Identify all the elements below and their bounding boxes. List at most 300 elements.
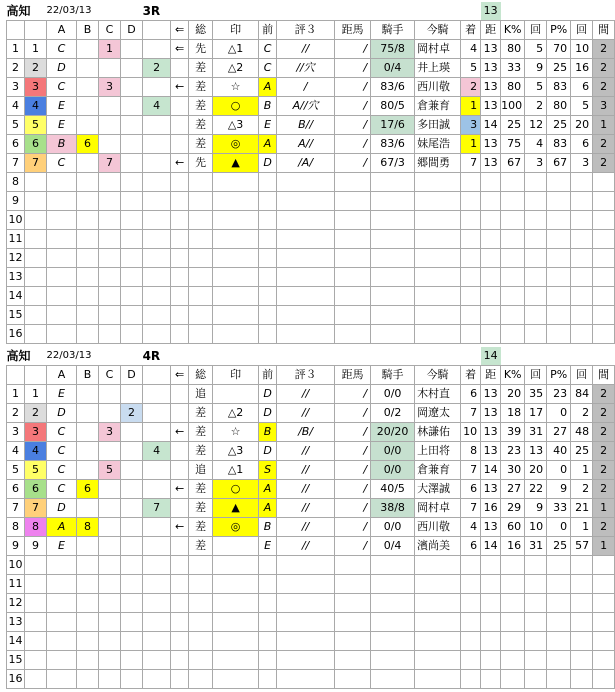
column-header: 騎手 [371,366,415,385]
column-header [7,21,25,40]
arrow-cell [171,135,189,154]
column-header [25,366,47,385]
rating-cell: // [277,537,335,556]
empty-cell [461,632,481,651]
table-row[interactable] [7,461,615,480]
p-percent-cell: 80 [547,97,571,116]
jockey-name-cell: 大澤誠 [415,480,461,499]
empty-cell [525,651,547,670]
empty-cell [593,670,615,689]
grade-e-cell [143,518,171,537]
p-percent-cell: 0 [547,404,571,423]
finish-cell: 6 [461,537,481,556]
empty-cell [547,575,571,594]
empty-cell [47,325,77,344]
grade-d-cell [121,423,143,442]
grade-d-cell [121,116,143,135]
column-header: 回 [525,366,547,385]
k-percent-cell: 67 [501,154,525,173]
count-cell: 5 [571,97,593,116]
count-cell: 57 [571,537,593,556]
empty-cell [481,249,501,268]
empty-cell [47,632,77,651]
k-percent-cell: 60 [501,518,525,537]
empty-cell [99,192,121,211]
finish-cell: 8 [461,442,481,461]
jockey-stat-cell: 38/8 [371,499,415,518]
empty-cell [501,230,525,249]
count-cell: 3 [571,154,593,173]
empty-row[interactable] [7,306,615,325]
empty-cell [25,575,47,594]
rating-cell: // [277,499,335,518]
column-header: 総 [189,21,213,40]
distance-horse-cell: / [335,154,371,173]
empty-cell [121,249,143,268]
empty-cell [25,268,47,287]
empty-cell [277,594,335,613]
empty-cell [335,211,371,230]
empty-cell [277,575,335,594]
table-row[interactable] [7,404,615,423]
k-percent-cell: 80 [501,78,525,97]
k-percent-cell: 18 [501,404,525,423]
count-cell: 9 [525,499,547,518]
style-cell: 差 [189,423,213,442]
empty-cell [189,230,213,249]
empty-cell [593,575,615,594]
empty-cell [25,594,47,613]
empty-cell [335,287,371,306]
empty-row[interactable] [7,268,615,287]
grade-c-cell: 5 [99,461,121,480]
empty-cell [481,211,501,230]
empty-cell [259,670,277,689]
table-row[interactable] [7,116,615,135]
style-cell: 追 [189,461,213,480]
distance-horse-cell: / [335,442,371,461]
empty-cell [525,670,547,689]
count-cell: 16 [571,59,593,78]
waku-cell: 6 [25,480,47,499]
mark-cell: ☆ [213,78,259,97]
empty-cell [371,249,415,268]
empty-row[interactable] [7,556,615,575]
grade-e-cell: 4 [143,442,171,461]
empty-cell [213,192,259,211]
empty-cell [481,268,501,287]
empty-cell [99,268,121,287]
empty-cell [571,173,593,192]
empty-cell [171,670,189,689]
grade-e-cell: 2 [143,59,171,78]
empty-row[interactable] [7,575,615,594]
venue-label: 高知 [7,347,47,366]
row-number: 16 [7,325,25,344]
table-row[interactable] [7,59,615,78]
empty-cell [259,249,277,268]
k-percent-cell: 27 [501,480,525,499]
empty-cell [525,632,547,651]
empty-cell [143,287,171,306]
row-number: 3 [7,78,25,97]
empty-cell [259,192,277,211]
empty-cell [371,575,415,594]
column-header [143,21,171,40]
empty-cell [213,306,259,325]
row-number: 4 [7,442,25,461]
rating-cell: /A/ [277,154,335,173]
empty-cell [25,211,47,230]
empty-cell [99,173,121,192]
k-percent-cell: 80 [501,40,525,59]
distance-cell: 14 [481,116,501,135]
table-row[interactable] [7,499,615,518]
empty-cell [277,173,335,192]
grade-a-cell: E [47,97,77,116]
count-cell: 2 [571,404,593,423]
column-header: P% [547,366,571,385]
empty-cell [143,192,171,211]
column-header: 前 [259,366,277,385]
count-cell: 9 [525,59,547,78]
count-cell: 6 [571,78,593,97]
grade-b-cell: 6 [77,480,99,499]
grade-b-cell [77,116,99,135]
empty-cell [335,556,371,575]
empty-cell [77,556,99,575]
row-number: 13 [7,268,25,287]
empty-cell [259,594,277,613]
empty-cell [277,249,335,268]
empty-cell [77,651,99,670]
table-row[interactable] [7,423,615,442]
grade-c-cell [99,442,121,461]
empty-cell [481,173,501,192]
empty-cell [171,594,189,613]
waku-cell: 1 [25,385,47,404]
k-percent-cell: 39 [501,423,525,442]
empty-cell [259,325,277,344]
empty-row[interactable] [7,192,615,211]
empty-cell [277,613,335,632]
empty-cell [47,287,77,306]
jockey-stat-cell: 20/20 [371,423,415,442]
empty-cell [525,325,547,344]
empty-cell [259,613,277,632]
table-row[interactable] [7,135,615,154]
empty-cell [25,325,47,344]
empty-cell [213,594,259,613]
empty-cell [277,192,335,211]
table-row[interactable] [7,537,615,556]
empty-cell [189,325,213,344]
waku-cell: 3 [25,78,47,97]
jockey-name-cell: 倉兼育 [415,461,461,480]
empty-cell [501,287,525,306]
empty-cell [99,651,121,670]
empty-cell [121,594,143,613]
count-cell: 31 [525,423,547,442]
empty-row[interactable] [7,651,615,670]
row-number: 11 [7,230,25,249]
waku-cell: 7 [25,499,47,518]
arrow-cell [171,385,189,404]
style-cell: 差 [189,480,213,499]
distance-horse-cell: / [335,480,371,499]
empty-row[interactable] [7,613,615,632]
grade-e-cell [143,116,171,135]
empty-cell [213,632,259,651]
style-cell: 先 [189,40,213,59]
empty-cell [213,575,259,594]
k-percent-cell: 25 [501,116,525,135]
grade-e-cell [143,135,171,154]
grade-a-cell: C [47,154,77,173]
empty-cell [99,556,121,575]
empty-cell [593,306,615,325]
style-cell: 差 [189,537,213,556]
waku-cell: 6 [25,135,47,154]
empty-cell [571,287,593,306]
interval-cell: 2 [593,461,615,480]
empty-cell [99,632,121,651]
empty-cell [335,651,371,670]
rating-cell: // [277,442,335,461]
empty-cell [277,268,335,287]
finish-cell: 3 [461,116,481,135]
empty-cell [371,211,415,230]
column-header: 回 [525,21,547,40]
empty-cell [277,651,335,670]
empty-cell [189,556,213,575]
p-percent-cell: 33 [547,499,571,518]
empty-cell [259,651,277,670]
empty-row[interactable] [7,249,615,268]
empty-cell [461,249,481,268]
empty-cell [371,230,415,249]
empty-cell [259,230,277,249]
count-cell: 13 [525,442,547,461]
empty-cell [335,173,371,192]
row-number: 14 [7,632,25,651]
column-header: 着 [461,21,481,40]
empty-cell [525,268,547,287]
column-header: K% [501,21,525,40]
grade-c-cell [99,97,121,116]
rating-cell: B// [277,116,335,135]
interval-cell: 1 [593,116,615,135]
empty-cell [121,575,143,594]
distance-cell: 13 [481,442,501,461]
rating-cell: //穴 [277,59,335,78]
prev-grade-cell: D [259,385,277,404]
empty-row[interactable] [7,211,615,230]
grade-d-cell [121,461,143,480]
grade-c-cell: 3 [99,78,121,97]
table-row[interactable] [7,78,615,97]
p-percent-cell: 27 [547,423,571,442]
grade-d-cell [121,59,143,78]
empty-cell [335,325,371,344]
count-cell: 10 [571,40,593,59]
table-row[interactable] [7,97,615,116]
empty-cell [77,670,99,689]
column-header: K% [501,366,525,385]
empty-cell [415,306,461,325]
empty-cell [171,325,189,344]
mark-cell: ◎ [213,518,259,537]
arrow-cell [171,116,189,135]
rating-cell: / [277,78,335,97]
grade-c-cell [99,59,121,78]
empty-cell [481,287,501,306]
jockey-name-cell: 岡遼太 [415,404,461,423]
jockey-stat-cell: 75/8 [371,40,415,59]
column-header: 前 [259,21,277,40]
jockey-name-cell: 濱尚美 [415,537,461,556]
k-percent-cell: 29 [501,499,525,518]
column-header: 印 [213,366,259,385]
empty-cell [189,192,213,211]
empty-cell [461,325,481,344]
mark-cell: △2 [213,59,259,78]
empty-cell [171,575,189,594]
header-spacer [501,347,615,366]
count-cell: 5 [525,78,547,97]
grade-b-cell [77,40,99,59]
grade-b-cell [77,59,99,78]
row-number: 10 [7,211,25,230]
column-header: 回 [571,21,593,40]
empty-cell [415,249,461,268]
row-number: 9 [7,537,25,556]
grade-d-cell [121,40,143,59]
empty-cell [501,306,525,325]
empty-row[interactable] [7,325,615,344]
empty-cell [25,230,47,249]
count-cell: 21 [571,499,593,518]
empty-cell [501,268,525,287]
empty-cell [481,306,501,325]
empty-cell [121,211,143,230]
distance-cell: 13 [481,518,501,537]
grade-b-cell: 8 [77,518,99,537]
empty-row[interactable] [7,230,615,249]
empty-cell [121,268,143,287]
table-row[interactable] [7,40,615,59]
grade-c-cell [99,480,121,499]
grade-a-cell: A [47,518,77,537]
count-cell: 20 [525,461,547,480]
jockey-name-cell: 妹尾浩 [415,135,461,154]
style-cell: 差 [189,116,213,135]
interval-cell: 2 [593,40,615,59]
table-row[interactable] [7,442,615,461]
rating-cell: // [277,40,335,59]
column-header: 騎手 [371,21,415,40]
count-cell: 1 [571,461,593,480]
empty-cell [501,575,525,594]
table-row[interactable] [7,480,615,499]
grade-d-cell [121,385,143,404]
column-header: 距馬 [335,366,371,385]
empty-cell [593,249,615,268]
empty-cell [77,594,99,613]
table-row[interactable] [7,154,615,173]
empty-cell [371,287,415,306]
distance-cell: 14 [481,537,501,556]
empty-cell [143,632,171,651]
mark-cell: △1 [213,461,259,480]
empty-cell [47,613,77,632]
waku-cell: 5 [25,116,47,135]
empty-cell [99,287,121,306]
arrow-cell [171,499,189,518]
empty-cell [189,632,213,651]
waku-cell: 2 [25,59,47,78]
mark-cell: ◎ [213,135,259,154]
empty-cell [501,556,525,575]
distance-horse-cell: / [335,518,371,537]
prev-grade-cell: A [259,480,277,499]
empty-row[interactable] [7,632,615,651]
style-cell: 追 [189,385,213,404]
empty-cell [171,268,189,287]
distance-cell: 14 [481,461,501,480]
grade-e-cell [143,154,171,173]
distance-horse-cell: / [335,461,371,480]
empty-cell [25,192,47,211]
distance-horse-cell: / [335,404,371,423]
empty-cell [171,306,189,325]
style-cell: 差 [189,404,213,423]
empty-cell [77,192,99,211]
table-row[interactable] [7,518,615,537]
table-row[interactable] [7,385,615,404]
finish-cell: 1 [461,97,481,116]
prev-grade-cell: A [259,135,277,154]
empty-cell [47,192,77,211]
finish-cell: 7 [461,499,481,518]
empty-cell [371,173,415,192]
empty-cell [415,670,461,689]
empty-row[interactable] [7,670,615,689]
empty-row[interactable] [7,594,615,613]
prev-grade-cell: B [259,518,277,537]
row-number: 10 [7,556,25,575]
grade-b-cell [77,499,99,518]
row-number: 15 [7,306,25,325]
empty-cell [547,173,571,192]
prev-grade-cell: D [259,154,277,173]
arrow-cell: ← [171,154,189,173]
column-header: 今騎 [415,366,461,385]
empty-row[interactable] [7,287,615,306]
race-date: 22/03/13 [47,347,143,366]
row-number: 7 [7,499,25,518]
empty-cell [335,670,371,689]
empty-cell [593,556,615,575]
empty-row[interactable] [7,173,615,192]
race-date: 22/03/13 [47,2,143,21]
empty-cell [259,632,277,651]
empty-cell [593,211,615,230]
grade-d-cell [121,480,143,499]
empty-cell [481,651,501,670]
empty-cell [481,192,501,211]
rating-cell: A//穴 [277,97,335,116]
